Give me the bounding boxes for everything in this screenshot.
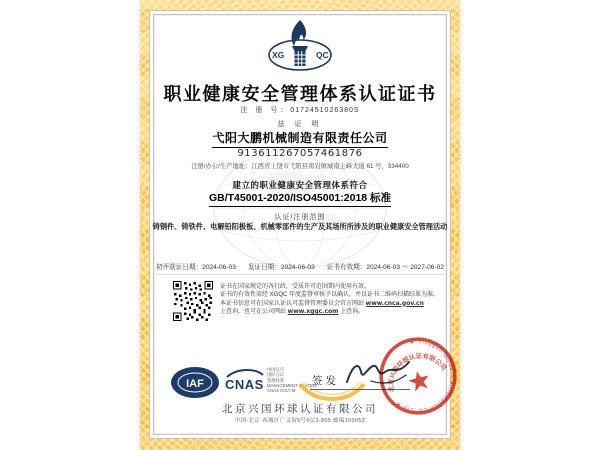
svg-text:CNAS: CNAS <box>225 377 264 392</box>
cnas-logo <box>224 368 266 395</box>
validity-period: 证书有效期：2024-06-03 ～ 2027-06-02 <box>326 264 444 271</box>
sign-label: 签发 <box>312 375 339 387</box>
note-line-1: 证书在国家规定的各行政，受质许可范围期内使用有效。 <box>220 284 371 290</box>
unified-credit-code: 913611267057461876 <box>237 148 363 159</box>
issue-date: 发证日期：2024-06-03 <box>247 264 315 271</box>
company-address: 注册/办公/生产地址：江西省上饶市弋阳县南岩镇城南主峰大道 61 号，334400 <box>191 163 409 170</box>
divider-line <box>155 274 445 275</box>
registration-number <box>140 105 460 115</box>
torch-flame-icon <box>292 20 307 46</box>
dates-row <box>156 261 444 271</box>
svg-text:北京兴国环球认证有限公司: 北京兴国环球认证有限公司 <box>387 352 448 393</box>
xgqc-torch-logo <box>260 20 340 76</box>
scope-label: 认证/注册范围 <box>274 214 326 221</box>
certificate-photo <box>140 0 460 450</box>
issuer-name: 北京兴国环球认证有限公司 <box>222 403 378 415</box>
svg-text:★ Xingguo Global Certification: ★ Xingguo Global Certification Co.,Ltd ★ <box>394 339 455 413</box>
scope-text: 铸钢件、铸铁件、电解铅阳极板、机械零部件的生产及其场所所涉及的职业健康安全管理活动 <box>152 222 448 231</box>
attest-line: 兹 证 明 <box>277 121 323 128</box>
cnca-url: www.cnca.gov.cn <box>365 299 424 307</box>
fine-print-notes <box>220 284 448 317</box>
note-line-4: 上查询，也可在公司网站 www.xgqc.com 上查询。 <box>220 308 365 316</box>
note-line-3: 本证书信息可在国家认证认可监督管理委员会官方网站 www.cnca.gov.cn <box>220 299 424 307</box>
registration-value: 0172451026380S <box>290 107 360 114</box>
standard-line: GB/T45001-2020/ISO45001:2018 标准 <box>140 190 460 207</box>
xgqc-url: www.xgqc.com <box>287 308 339 316</box>
qr-code <box>173 281 213 321</box>
issuer-address: 中国·北京·西城区广义街5号6层3-805 邮编100053 <box>234 418 366 424</box>
registration-label: 注 册 号： <box>240 107 291 114</box>
note-line-2: 证书的有效性需经 XGQC 年度监督审核予以确认，并以证书二维码扫描结果为准。 <box>220 291 440 298</box>
certificate-title: 职业健康安全管理体系认证证书 <box>163 84 437 104</box>
svg-text:XG: XG <box>272 50 285 60</box>
conformity-line: 建立的职业健康安全管理体系符合 <box>232 180 368 190</box>
svg-text:QC: QC <box>316 50 329 60</box>
svg-text:IAF: IAF <box>186 378 204 390</box>
initial-cert-date: 初评获证日期：2024-06-03 <box>156 264 236 271</box>
seal-star-icon <box>407 369 432 393</box>
cnas-accreditation-text: 中国认可 国际互认 管理体系 MANAGEMENT SYSTEM CNAS C017-M <box>267 367 317 394</box>
certified-company-name: 弋阳大鹏机械制造有限责任公司 <box>140 129 460 148</box>
iaf-logo <box>170 366 220 399</box>
